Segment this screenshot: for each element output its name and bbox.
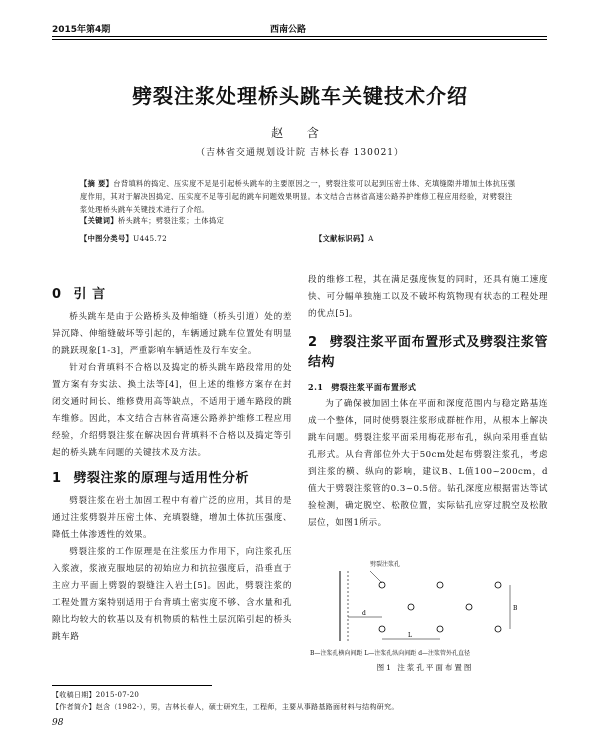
- section-1-title: 劈裂注浆的原理与适用性分析: [73, 471, 250, 486]
- doc-code-label: 【文献标识码】: [315, 234, 369, 243]
- footnote-bio: 【作者简介】赵含（1982-），男，吉林长春人，硕士研究生，工程师，主要从事路基路面材料与结构研究。: [52, 703, 399, 711]
- journal-name: 西南公路: [270, 25, 307, 35]
- right-column: [308, 272, 548, 532]
- affiliation: （吉林省交通规划设计院 吉林长春 130021）: [195, 148, 405, 158]
- grout-hole: [437, 582, 443, 588]
- issue-label: 2015年第4期: [52, 25, 111, 35]
- keywords: [80, 216, 520, 226]
- section-1-heading: [52, 470, 292, 487]
- paragraph: 劈裂注浆的工作原理是在注浆压力作用下，向注浆孔压入浆液，浆液克服地层的初始应力和抗拉强度后，沿垂直于主应力平面上劈裂的裂缝注入岩土[5]。因此，劈裂注浆的工程处置方案特别适用于台背填土密实度不够、含水量和孔隙比均较大的软基以及有机物质的粘性土层沉陷引起的桥头跳车路: [52, 547, 292, 642]
- paper-title: 劈裂注浆处理桥头跳车关键技术介绍: [132, 84, 468, 108]
- section-2-number: 2: [308, 335, 318, 350]
- doc-code-text: A: [368, 234, 374, 243]
- paragraph: 劈裂注浆在岩土加固工程中有着广泛的应用，其目的是通过注浆劈裂并压密土体、充填裂缝，增加土体抗压强度、降低土体渗透性的效果。: [52, 496, 292, 540]
- keywords-label: 【关键词】: [80, 216, 118, 225]
- abstract-label: 【摘 要】: [80, 179, 114, 188]
- section-2-1-heading: [308, 379, 548, 396]
- figure-1-diagram: [310, 565, 540, 645]
- classification: [80, 234, 167, 244]
- grout-hole: [437, 626, 443, 632]
- abstract: [80, 177, 520, 216]
- figure-title: 图1 注浆孔平面布置图: [376, 663, 474, 672]
- footnote-rule: [52, 685, 212, 686]
- header-rule: [52, 36, 547, 37]
- grout-hole: [379, 626, 385, 632]
- section-1-number: 1: [52, 471, 62, 486]
- left-column: [52, 286, 292, 646]
- grout-hole: [466, 604, 472, 610]
- classification-label: 【中图分类号】: [80, 234, 134, 243]
- author: 赵 含: [271, 126, 329, 140]
- classification-text: U445.72: [133, 234, 168, 243]
- section-2-1-title: 劈裂注浆平面布置形式: [331, 382, 417, 392]
- grout-hole: [495, 626, 501, 632]
- section-0-heading: [52, 286, 292, 303]
- figure-caption: B—注浆孔横向间距 L—注浆孔纵向间距 d—注浆管外孔直径: [310, 650, 471, 657]
- section-2-1-number: 2.1: [308, 382, 324, 392]
- keywords-text: 桥头跳车；劈裂注浆；土体捣定: [117, 216, 225, 225]
- paragraph: 为了确保被加固土体在平面和深度范围内与稳定路基连成一个整体，同时使劈裂注浆形成群桩作用，从根本上解决跳车问题。劈裂注浆平面采用梅花形布孔，纵向采用垂直钻孔形式。从台背部位外大于50cm处起布劈裂注浆孔，考虑到注浆的横、纵向的影响，建议B、L值100~200cm，d值大于劈裂注浆管的0.3~0.5倍。钻孔深度应根据雷达等试验检测，确定脱空、松散位置，实际钻孔应穿过脱空及松散层位，如图1所示。: [308, 399, 548, 528]
- grout-hole: [495, 582, 501, 588]
- paragraph: 段的维修工程，其在满足强度恢复的同时，还具有施工速度快、可分幅单独施工以及不破坏构筑物现有状态的工程处理的优点[5]。: [308, 275, 548, 319]
- dim-label-L: L: [408, 632, 412, 639]
- grout-holes: [379, 582, 501, 632]
- paragraph: 桥头跳车是由于公路桥头及伸缩缝（桥头引道）处的差异沉降、伸缩缝破坏等引起的，车辆通过跳车位置处有明显的跳跃现象[1-3]，严重影响车辆适性及行车安全。: [52, 312, 292, 356]
- header-rule-thin: [52, 39, 547, 40]
- grout-hole: [408, 604, 414, 610]
- section-2-title: 劈裂注浆平面布置形式及劈裂注浆管结构: [308, 335, 548, 370]
- leader-line: [370, 571, 382, 583]
- doc-code: [315, 234, 374, 244]
- page-number: 98: [52, 718, 64, 728]
- paragraph: 针对台背填料不合格以及捣定的桥头跳车路段常用的处置方案有夯实法、换土法等[4]，但上述的维修方案存在封闭交通时间长、维修费用高等缺点，不适用于通车路段的跳车维修。因此，本文结合吉林省高速公路养护维修工程应用经验，介绍劈裂注浆在解决因台背填料不合格以及捣定等引起的桥头跳车问题的关键技术及方法。: [52, 363, 292, 458]
- section-0-number: 0: [52, 287, 62, 302]
- section-2-heading: [308, 333, 548, 373]
- abstract-text: 台背填料的捣定、压实度不足是引起桥头跳车的主要原因之一，劈裂注浆可以起到压密土体、充填缝隙并增加土体抗压强度作用，其对于解决因捣定、压实度不足等引起的跳车问题效果明显。本文结合吉林省高速公路养护维修工程应用经验，对劈裂注浆处理桥头跳车关键技术进行了介绍。: [80, 179, 516, 214]
- dim-label-d: d: [362, 610, 366, 617]
- dim-label-B: B: [513, 605, 518, 612]
- dimension-lines: [348, 585, 510, 639]
- section-0-title: 引 言: [73, 287, 106, 302]
- figure-label-top: 劈裂注浆孔: [370, 561, 401, 568]
- footnote-received: 【收稿日期】2015-07-20: [52, 691, 140, 699]
